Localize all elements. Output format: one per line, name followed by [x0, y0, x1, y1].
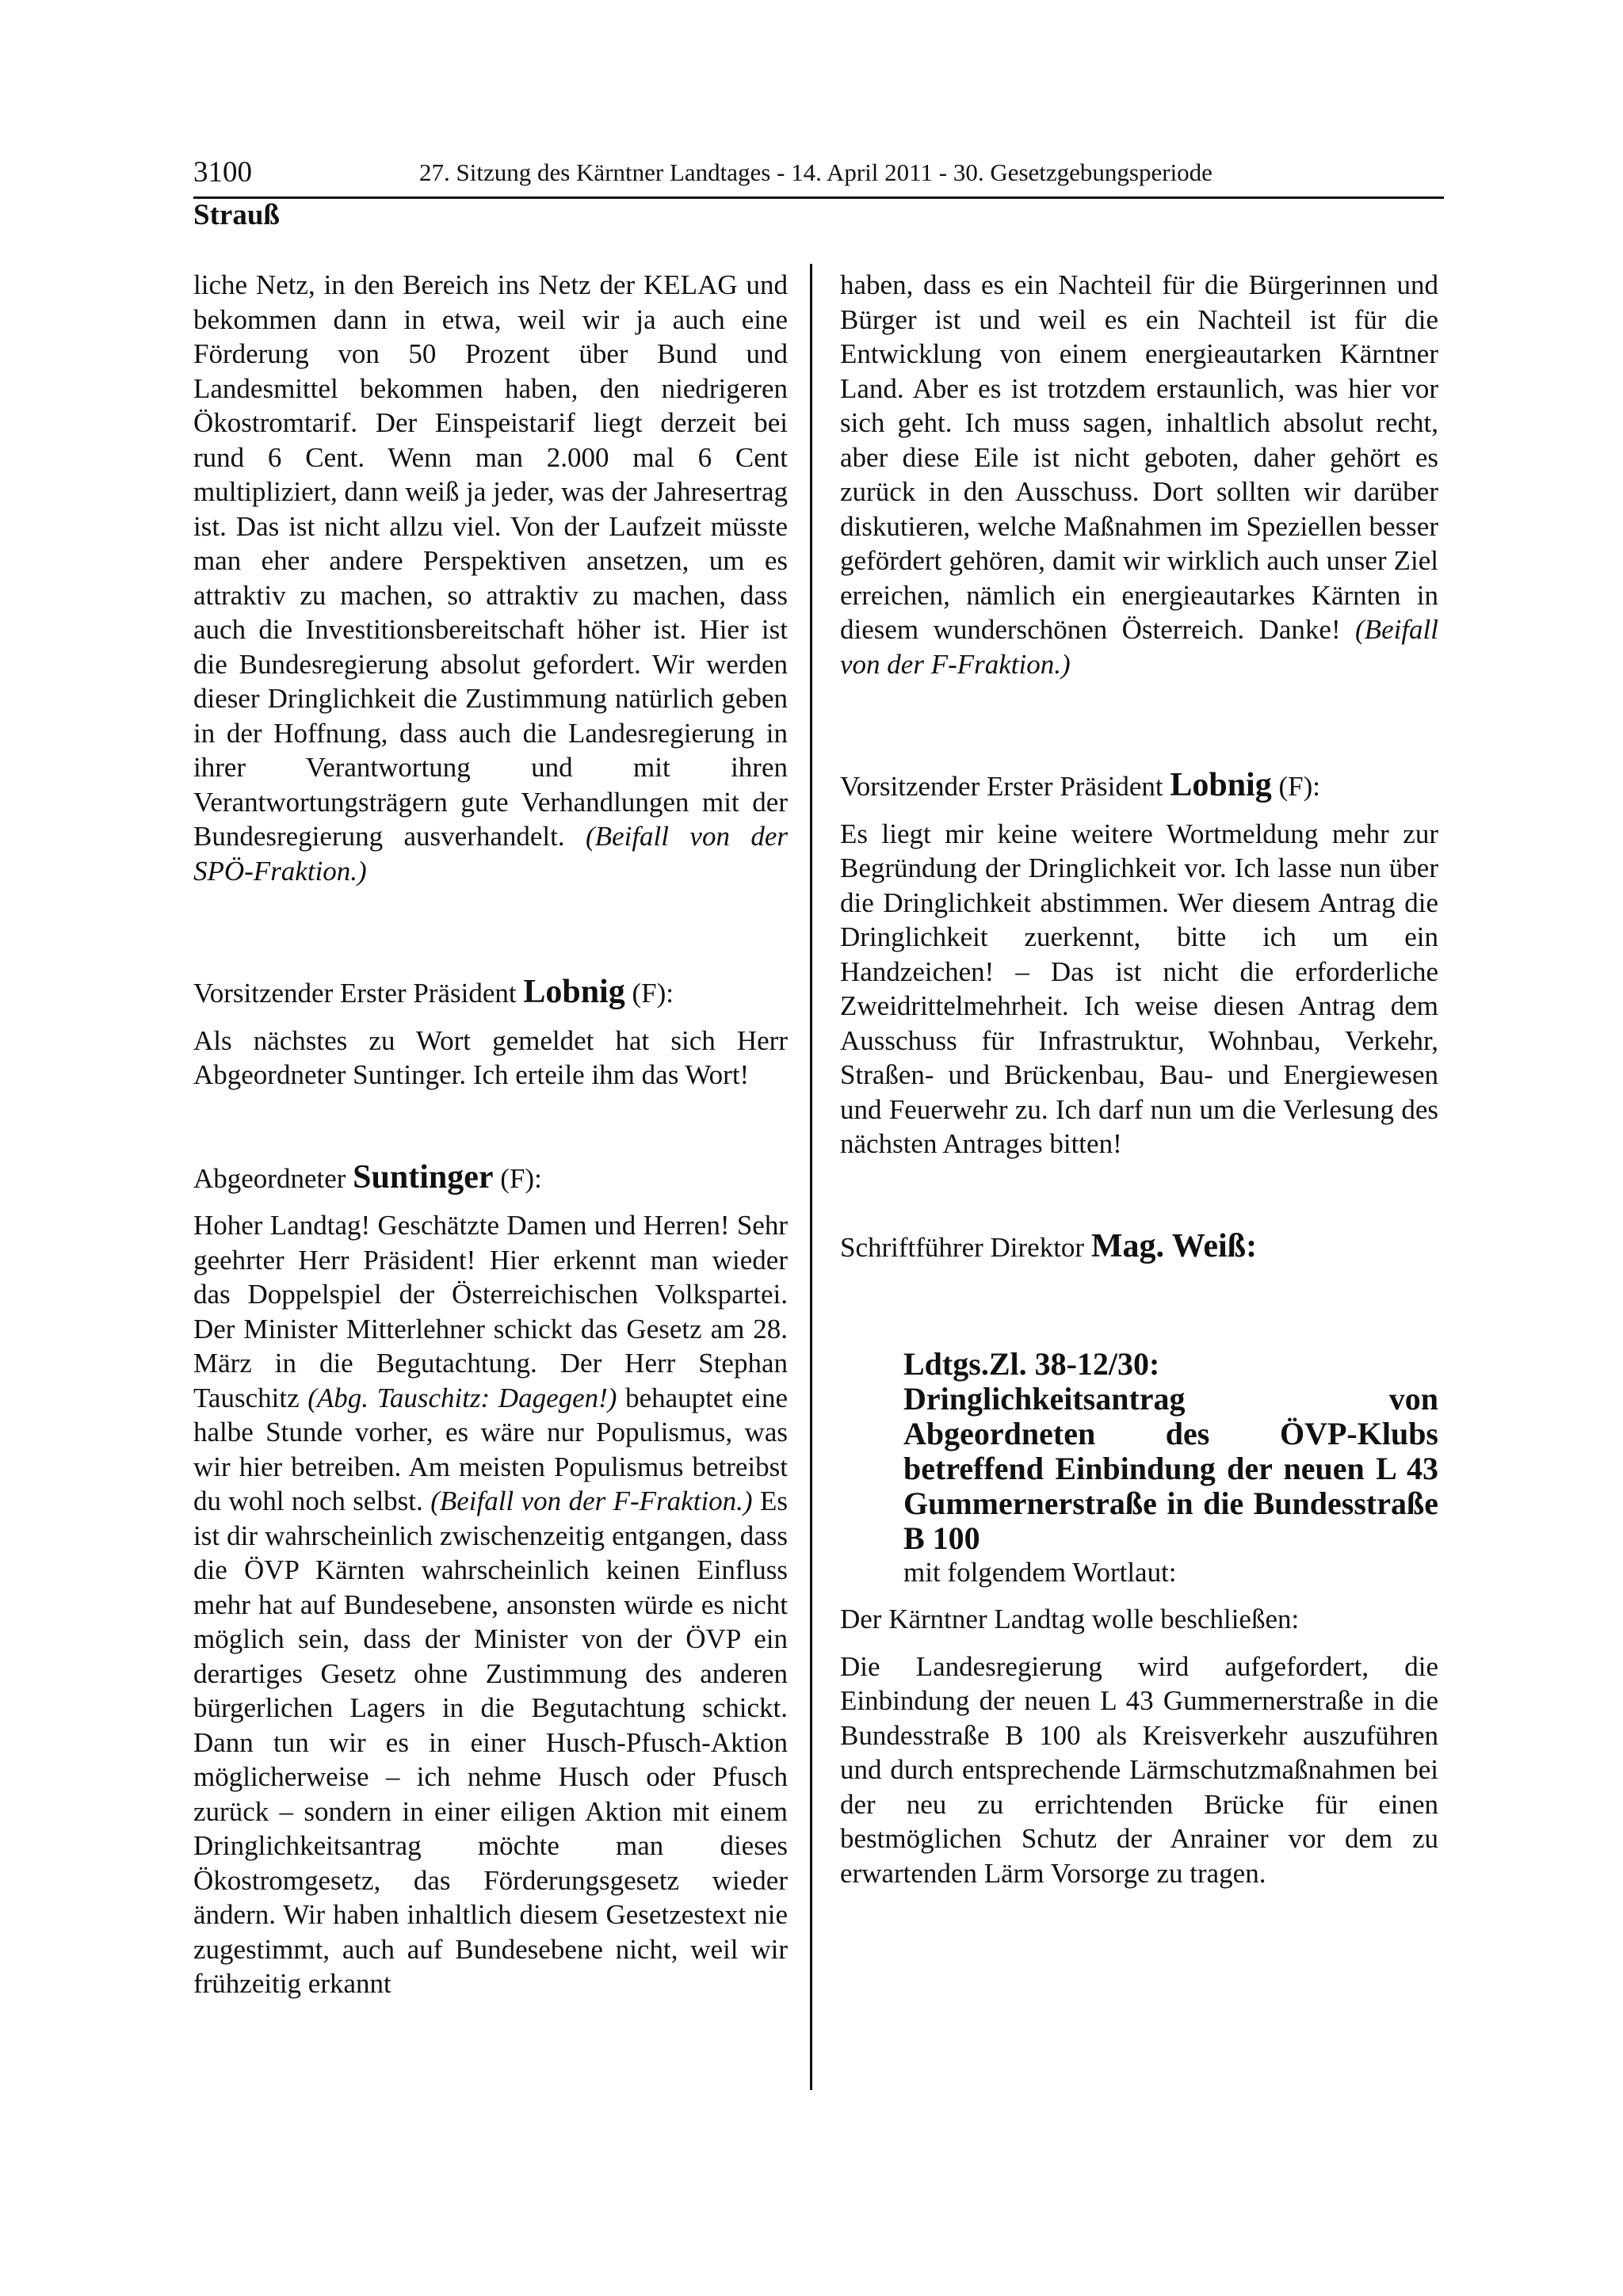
applause-note: (Beifall von der SPÖ-Fraktion.)	[193, 821, 788, 887]
speaker-heading: Vorsitzender Erster Präsident Lobnig (F):	[193, 974, 674, 1010]
applause-note: (Beifall von der F-Fraktion.)	[840, 614, 1438, 680]
agenda-title: Dringlichkeitsantrag von Abgeordneten des ÖVP-Klubs betreffend Einbindung der neuen L 43 Gummernerstraße in die Bundesstraße B 100	[903, 1381, 1438, 1556]
speaker-heading: Abgeordneter Suntinger (F):	[193, 1158, 542, 1196]
paragraph: haben, dass es ein Nachteil für die Bürgerinnen und Bürger ist und weil es ein Nachteil ist für die Entwicklung von einem energieautarken Kärntner Land. Aber es ist trotzdem erstaunlich, was hier vor sich geht. Ich muss sagen, inhaltlich absolut recht, aber diese Eile ist nicht geboten, daher gehört es zurück in den Ausschuss. Dort sollten wir darüber diskutieren, welche Maßnahmen im Speziellen besser gefördert gehören, damit wir wirklich auch unser Ziel erreichen, nämlich ein energieautarkes Kärnten in diesem wunderschönen Österreich. Danke! (Beifall von der F-Fraktion.)	[840, 269, 1438, 680]
paragraph: liche Netz, in den Bereich ins Netz der KELAG und bekommen dann in etwa, weil wir ja auch eine Förderung von 50 Prozent über Bund und Landesmittel bekommen haben, den niedrigeren Ökostromtarif. Der Einspeistarif liegt derzeit bei rund 6 Cent. Wenn man 2.000 mal 6 Cent multipliziert, dann weiß ja jeder, was der Jahresertrag ist. Das ist nicht allzu viel. Von der Laufzeit müsste man eher andere Perspektiven ansetzen, um es attraktiv zu machen, so attraktiv zu machen, dass auch die Investitionsbereitschaft höher ist. Hier ist die Bundesregierung absolut gefordert. Wir werden dieser Dringlichkeit die Zustimmung natürlich geben in der Hoffnung, dass auch die Landesregierung in ihrer Verantwortung und mit ihren Verantwortungsträgern gute Verhandlungen mit der Bundesregierung ausverhandelt. (Beifall von der SPÖ-Fraktion.)	[193, 269, 788, 887]
speaker-heading: Vorsitzender Erster Präsident Lobnig (F):	[840, 767, 1320, 803]
left-column	[193, 268, 788, 2001]
page-number: 3100	[193, 156, 252, 189]
paragraph: Als nächstes zu Wort gemeldet hat sich Herr Abgeordneter Suntinger. Ich erteile ihm das Wort!	[193, 1024, 788, 1090]
agenda-item	[903, 1347, 1438, 1589]
running-title: 27. Sitzung des Kärntner Landtages - 14. April 2011 - 30. Gesetzgebungsperiode	[419, 158, 1212, 186]
column-divider	[810, 264, 812, 2090]
paragraph: Es liegt mir keine weitere Wortmeldung mehr zur Begründung der Dringlichkeit vor. Ich lasse nun über die Dringlichkeit abstimmen. Wer diesem Antrag die Dringlichkeit zuerkennt, bitte ich um ein Handzeichen! – Das ist nicht die erforderliche Zweidrittelmehrheit. Ich weise diesen Antrag dem Ausschuss für Infrastruktur, Wohnbau, Verkehr, Straßen- und Brückenbau, Bau- und Energiewesen und Feuerwehr zu. Ich darf nun um die Verlesung des nächsten Antrages bitten!	[840, 818, 1438, 1159]
agenda-subtitle: mit folgendem Wortlaut:	[903, 1557, 1177, 1588]
speaker-name: Lobnig	[1170, 767, 1272, 803]
speaker-name: Lobnig	[523, 974, 625, 1010]
agenda-reference: Ldtgs.Zl. 38-12/30:	[903, 1346, 1160, 1382]
paragraph: Der Kärntner Landtag wolle beschließen:	[840, 1604, 1300, 1634]
interjection-note: (Abg. Tauschitz: Dagegen!)	[307, 1382, 617, 1413]
page-header	[193, 155, 1444, 199]
continuing-speaker: Strauß	[193, 199, 280, 231]
applause-note: (Beifall von der F-Fraktion.)	[430, 1486, 753, 1516]
speaker-name: Suntinger	[353, 1158, 494, 1196]
speaker-heading: Schriftführer Direktor Mag. Weiß:	[840, 1227, 1258, 1264]
paragraph: Die Landesregierung wird aufgefordert, die Einbindung der neuen L 43 Gummernerstraße in die Bundesstraße B 100 als Kreisverkehr auszuführen und durch entsprechende Lärmschutzmaßnahmen bei der neu zu errichtenden Brücke für einen bestmöglichen Schutz der Anrainer vor dem zu erwartenden Lärm Vorsorge zu tragen.	[840, 1650, 1438, 1889]
speaker-name: Mag. Weiß:	[1090, 1227, 1258, 1264]
right-column	[840, 268, 1438, 1890]
paragraph: Hoher Landtag! Geschätzte Damen und Herren! Sehr geehrter Herr Präsident! Hier erkennt man wieder das Doppelspiel der Österreichischen Volkspartei. Der Minister Mitterlehner schickt das Gesetz am 28. März in die Begutachtung. Der Herr Stephan Tauschitz (Abg. Tauschitz: Dagegen!) behauptet eine halbe Stunde vorher, es wäre nur Populismus, was wir hier betreiben. Am meisten Populismus betreibst du wohl noch selbst. (Beifall von der F-Fraktion.) Es ist dir wahrscheinlich zwischenzeitig entgangen, dass die ÖVP Kärnten wahrscheinlich keinen Einfluss mehr hat auf Bundesebene, ansonsten würde es nicht möglich sein, dass der Minister von der ÖVP ein derartiges Gesetz ohne Zustimmung des anderen bürgerlichen Lagers in die Begutachtung schickt. Dann tun wir es in einer Husch-Pfusch-Aktion möglicherweise – ich nehme Husch oder Pfusch zurück – sondern in einer eiligen Aktion mit einem Dringlichkeitsantrag möchte man dieses Ökostromgesetz, das Förderungsgesetz wieder ändern. Wir haben inhaltlich diesem Gesetzestext nie zugestimmt, auch auf Bundesebene nicht, weil wir frühzeitig erkannt	[193, 1210, 789, 1999]
